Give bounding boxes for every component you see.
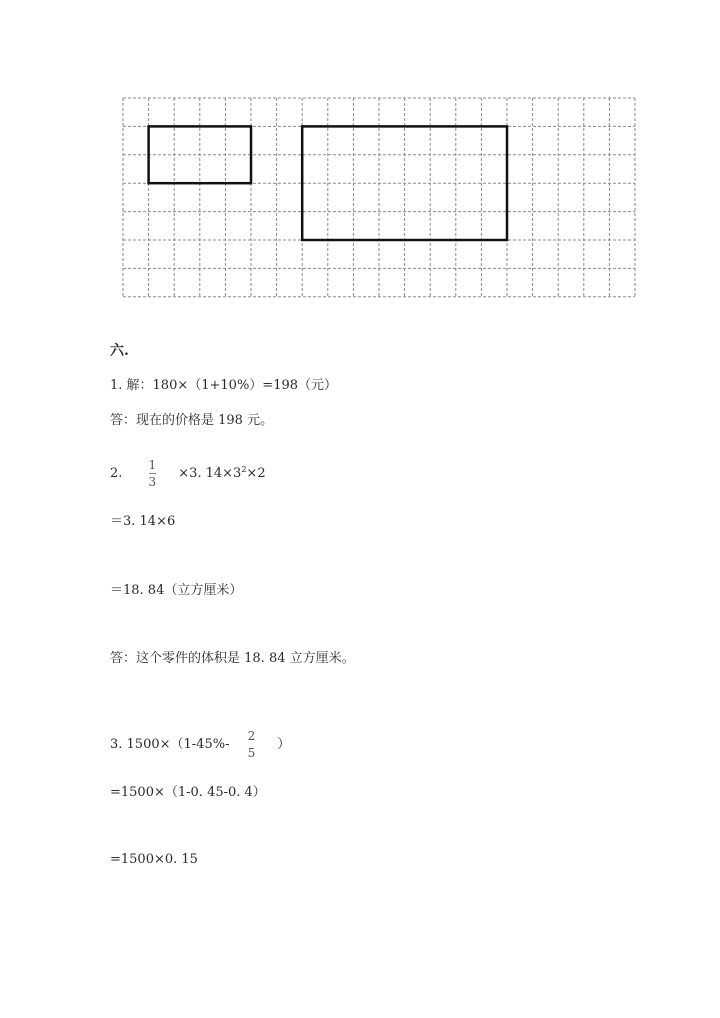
fraction-bar <box>149 473 157 474</box>
fraction-denominator: 3 <box>148 475 157 489</box>
q3-prefix: 3. 1500×（1-45%- <box>110 737 230 752</box>
section-heading: 六. <box>110 343 129 359</box>
q1-solution: 1. 解：180×（1+10%）=198（元） <box>110 378 338 393</box>
q2-number: 2. <box>110 466 123 481</box>
q3-expression <box>110 729 290 760</box>
q2-step1: ＝3. 14×6 <box>110 514 176 529</box>
fraction-one-third <box>149 458 157 489</box>
q2-step2: ＝18. 84（立方厘米） <box>110 583 243 598</box>
q2-answer: 答：这个零件的体积是 18. 84 立方厘米。 <box>110 651 355 666</box>
q3-step1: =1500×（1-0. 45-0. 4） <box>110 785 266 800</box>
q3-step2: =1500×0. 15 <box>110 852 198 867</box>
q2-expression <box>110 458 266 489</box>
q3-close-paren: ） <box>277 737 291 752</box>
grid-figure <box>122 97 637 299</box>
fraction-bar <box>248 744 256 745</box>
fraction-numerator: 1 <box>148 458 157 472</box>
dashed-grid <box>122 97 637 299</box>
fraction-numerator: 2 <box>247 729 256 743</box>
fraction-denominator: 5 <box>247 746 256 760</box>
q2-product-tail: ×2 <box>246 466 266 481</box>
fraction-two-fifths <box>248 729 256 760</box>
q2-exponent: 2 <box>241 465 247 474</box>
q2-product: ×3. 14×3 <box>178 466 242 481</box>
q1-answer: 答：现在的价格是 198 元。 <box>110 413 274 428</box>
